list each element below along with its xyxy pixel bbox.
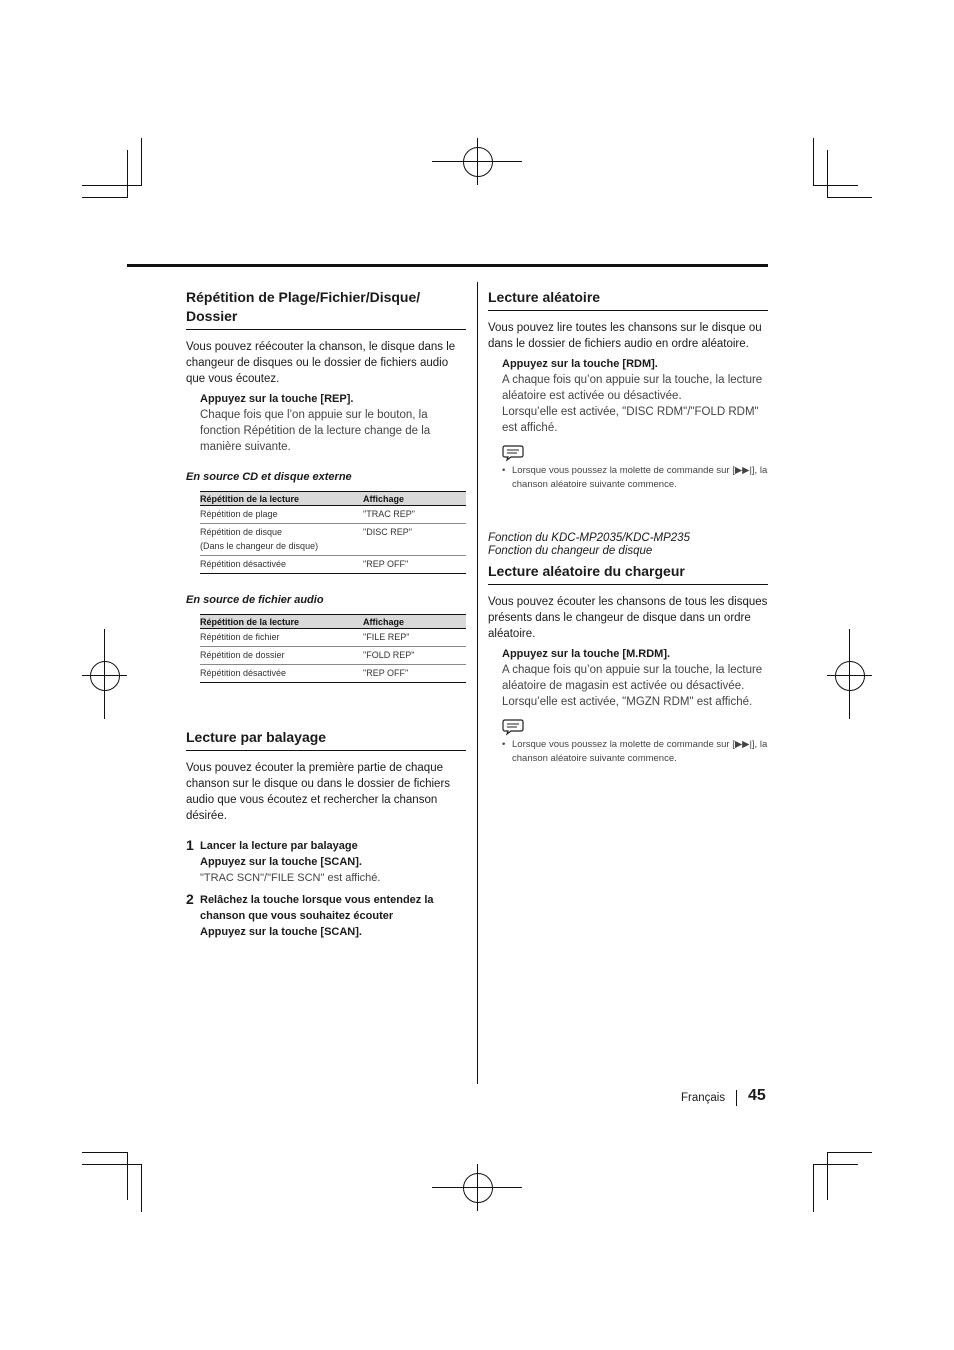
table-cell: "FILE REP" [363, 629, 466, 647]
magazine-random-title: Lecture aléatoire du chargeur [488, 562, 768, 585]
file-source-heading: En source de fichier audio [186, 594, 324, 606]
footer-divider [736, 1090, 737, 1106]
magazine-step-body: A chaque fois qu’on appuie sur la touche, la lecture aléatoire de magasin est activée ou désactivée. [502, 664, 763, 692]
note-bullet: • [502, 465, 506, 476]
magazine-random-intro: Vous pouvez écouter les chansons de tous les disques présents dans le changeur de disque dans un ordre aléatoire. [488, 596, 768, 640]
table-row [200, 665, 466, 683]
table-header: Répétition de la lecture [200, 492, 363, 506]
table-cell: Répétition de dossier [200, 647, 363, 665]
step-subtitle: Appuyez sur la touche [SCAN]. [200, 926, 362, 938]
table-cell: Répétition de plage [200, 506, 363, 524]
table-header: Répétition de la lecture [200, 615, 363, 629]
magazine-step-body-2: Lorsqu’elle est activée, "MGZN RDM" est affiché. [502, 696, 753, 708]
table-cell: Répétition désactivée [200, 556, 363, 574]
repeat-title: Répétition de Plage/Fichier/Disque/ Dossier [186, 288, 466, 330]
scan-step [186, 892, 466, 940]
scan-steps [186, 838, 466, 940]
table-header: Affichage [363, 492, 466, 506]
table-row [200, 506, 466, 524]
repeat-step-title: Appuyez sur la touche [REP]. [200, 393, 354, 405]
right-column [488, 288, 768, 766]
table-cell: "DISC REP" [363, 524, 466, 556]
repeat-section [186, 288, 466, 683]
table-cell: "FOLD REP" [363, 647, 466, 665]
note-icon [502, 718, 524, 736]
random-intro: Vous pouvez lire toutes les chansons sur le disque ou dans le dossier de fichiers audio en ordre aléatoire. [488, 322, 762, 350]
repeat-step-body: Chaque fois que l’on appuie sur le bouton, la fonction Répétition de la lecture change de la manière suivante. [200, 409, 431, 453]
top-rule [127, 264, 768, 267]
magazine-step-title: Appuyez sur la touche [M.RDM]. [502, 648, 671, 660]
random-note [502, 464, 768, 492]
scan-step [186, 838, 466, 886]
magazine-random-section [488, 532, 768, 766]
page-number: 45 [748, 1087, 766, 1104]
random-step-body-2: Lorsqu’elle est activée, "DISC RDM"/"FOLD RDM" est affiché. [502, 406, 759, 434]
scan-title: Lecture par balayage [186, 728, 466, 751]
step-subtitle: Appuyez sur la touche [SCAN]. [200, 856, 362, 868]
table-row [200, 556, 466, 574]
changer-function-note: Fonction du changeur de disque [488, 545, 653, 557]
file-repeat-table [200, 614, 466, 683]
table-cell-line: Répétition de disque [200, 527, 283, 537]
table-cell: "REP OFF" [363, 665, 466, 683]
table-cell: "TRAC REP" [363, 506, 466, 524]
table-cell: Répétition désactivée [200, 665, 363, 683]
step-number: 1 [186, 837, 194, 853]
step-number: 2 [186, 891, 194, 907]
note-text: Lorsque vous poussez la molette de commande sur [▶▶|], la chanson aléatoire suivante commence. [512, 465, 768, 490]
note-bullet: • [502, 739, 506, 750]
table-row [200, 647, 466, 665]
model-function-note: Fonction du KDC-MP2035/KDC-MP235 [488, 532, 690, 544]
step-title: Relâchez la touche lorsque vous entendez la chanson que vous souhaitez écouter [200, 894, 434, 922]
scan-intro: Vous pouvez écouter la première partie de chaque chanson sur le disque ou dans le dossier de fichiers audio que vous écoutez et rechercher la chanson désirée. [186, 762, 451, 822]
language-label: Français [681, 1092, 726, 1104]
table-row [200, 629, 466, 647]
table-cell [200, 524, 363, 556]
column-divider [477, 282, 478, 1084]
step-body: "TRAC SCN"/"FILE SCN" est affiché. [200, 872, 381, 884]
page-footer [660, 1087, 770, 1110]
cd-repeat-table [200, 491, 466, 574]
random-title: Lecture aléatoire [488, 288, 768, 311]
note-text: Lorsque vous poussez la molette de commande sur [▶▶|], la chanson aléatoire suivante commence. [512, 739, 768, 764]
left-column [186, 288, 466, 940]
cd-source-heading: En source CD et disque externe [186, 471, 352, 483]
repeat-intro: Vous pouvez réécouter la chanson, le disque dans le changeur de disques ou le dossier de fichiers audio que vous écoutez. [186, 341, 456, 385]
note-icon [502, 444, 524, 462]
random-step-body: A chaque fois qu’on appuie sur la touche, la lecture aléatoire est activée ou désactivée. [502, 374, 763, 402]
table-header: Affichage [363, 615, 466, 629]
table-row [200, 524, 466, 556]
table-cell: Répétition de fichier [200, 629, 363, 647]
table-cell-line: (Dans le changeur de disque) [200, 541, 319, 551]
magazine-note [502, 738, 768, 766]
random-step-title: Appuyez sur la touche [RDM]. [502, 358, 658, 370]
random-section [488, 288, 768, 492]
step-title: Lancer la lecture par balayage [200, 840, 358, 852]
scan-section [186, 728, 466, 940]
table-cell: "REP OFF" [363, 556, 466, 574]
